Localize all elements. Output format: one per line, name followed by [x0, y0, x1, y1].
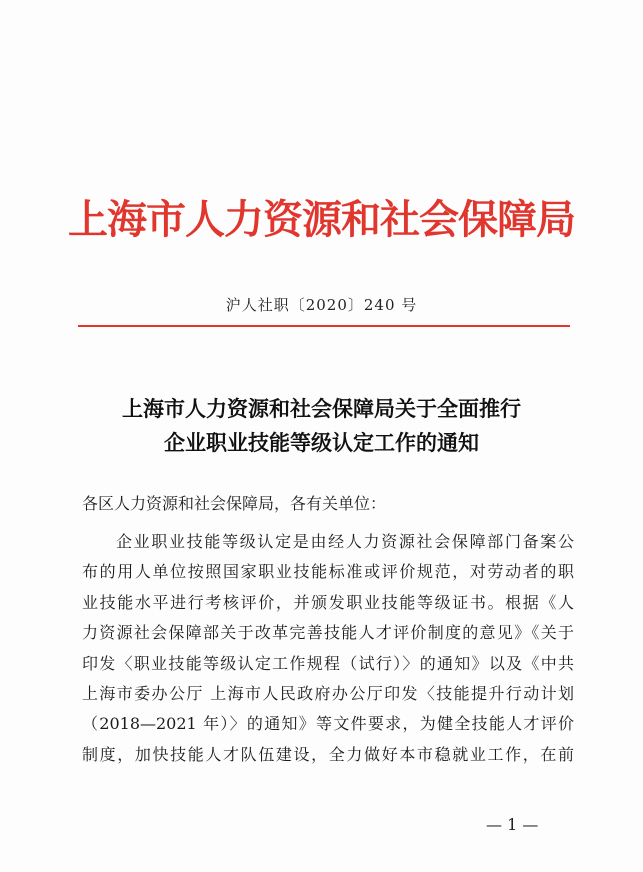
document-title-line-1: 上海市人力资源和社会保障局关于全面推行	[122, 397, 521, 421]
body-paragraph	[82, 527, 574, 770]
body-line: 企业职业技能等级认定是由经人力资源社会保障部门备案公	[116, 532, 574, 551]
document-title-line-2: 企业职业技能等级认定工作的通知	[164, 431, 479, 455]
document-number: 沪人社职〔2020〕240 号	[225, 296, 418, 314]
body-line: 业技能水平进行考核评价，并颁发职业技能等级证书。根据《人	[82, 592, 574, 612]
body-line: 布的用人单位按照国家职业技能标准或评价规范，对劳动者的职	[82, 562, 574, 582]
red-divider-line	[78, 325, 570, 327]
document-title	[0, 392, 643, 460]
body-line: 印发〈职业技能等级认定工作规程（试行）〉的通知》以及《中共	[82, 653, 574, 673]
page-number: — 1 —	[486, 815, 539, 834]
body-line: 力资源社会保障部关于改革完善技能人才评价制度的意见》《关于	[82, 623, 574, 643]
body-line: 制度，加快技能人才队伍建设，全力做好本市稳就业工作，在前	[82, 744, 574, 764]
body-line: （2018—2021 年）〉的通知》等文件要求，为健全技能人才评价	[82, 714, 574, 734]
issuing-organization-header: 上海市人力资源和社会保障局	[68, 197, 575, 243]
salutation: 各区人力资源和社会保障局，各有关单位：	[82, 494, 387, 513]
body-line: 上海市委办公厅 上海市人民政府办公厅印发〈技能提升行动计划	[82, 683, 574, 703]
